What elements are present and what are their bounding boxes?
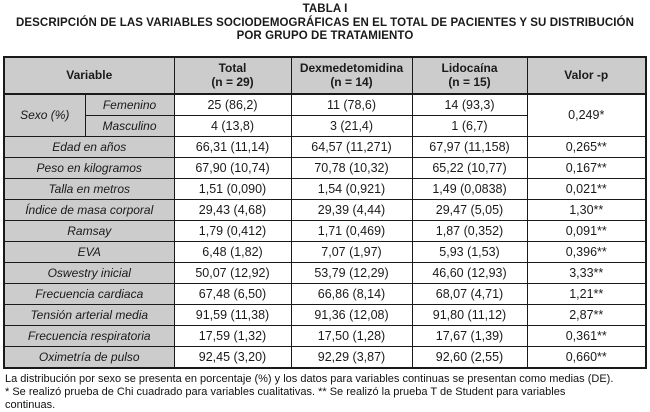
header-lidocaina: [412, 57, 527, 94]
row-label: Oximetría de pulso: [4, 346, 174, 368]
table-row: [4, 262, 646, 283]
cell-lido: 46,60 (12,93): [412, 262, 527, 283]
cell-total: 92,45 (3,20): [174, 346, 291, 368]
cell-dex: 29,39 (4,44): [291, 199, 412, 220]
sociodemographic-table: [3, 56, 647, 369]
cell-lido: 65,22 (10,77): [412, 157, 527, 178]
cell-pvalue: 0,265**: [527, 136, 646, 157]
cell-total: 6,48 (1,82): [174, 241, 291, 262]
row-label: Índice de masa corporal: [4, 199, 174, 220]
cell-pvalue: 2,87**: [527, 304, 646, 325]
table-row: [4, 241, 646, 262]
cell-lido: 1,49 (0,0838): [412, 178, 527, 199]
cell-total: 1,79 (0,412): [174, 220, 291, 241]
cell-pvalue: 3,33**: [527, 262, 646, 283]
cell-pvalue: 0,167**: [527, 157, 646, 178]
table-row: [4, 304, 646, 325]
cell-lido: 91,80 (11,12): [412, 304, 527, 325]
header-lido-n: (n = 15): [415, 75, 525, 90]
cell-pvalue: 0,021**: [527, 178, 646, 199]
row-label: Oswestry inicial: [4, 262, 174, 283]
header-dex-label: Dexmedetomidina: [294, 61, 410, 76]
cell-dex: 3 (21,4): [291, 115, 412, 136]
cell-pvalue: 1,30**: [527, 199, 646, 220]
table-footnote: [5, 373, 650, 412]
header-total-label: Total: [177, 61, 289, 76]
cell-pvalue: 0,396**: [527, 241, 646, 262]
cell-lido: 67,97 (11,158): [412, 136, 527, 157]
cell-total: 29,43 (4,68): [174, 199, 291, 220]
table-row: [4, 325, 646, 346]
table-title-line2: POR GRUPO DE TRATAMIENTO: [0, 30, 650, 44]
table-row-sexo-femenino: [4, 94, 646, 116]
footnote-line-2: * Se realizó prueba de Chi cuadrado para variables cualitativas. ** Se realizó la prueba T de Student para variables: [5, 386, 650, 399]
header-total: [174, 57, 291, 94]
cell-dex: 53,79 (12,29): [291, 262, 412, 283]
header-dexmedetomidina: [291, 57, 412, 94]
cell-pvalue: 0,660**: [527, 346, 646, 368]
cell-pvalue: 0,091**: [527, 220, 646, 241]
cell-lido: 68,07 (4,71): [412, 283, 527, 304]
footnote-line-3: continuas.: [5, 399, 650, 412]
footnote-line-1: La distribución por sexo se presenta en porcentaje (%) y los datos para variables continuas se presentan como medias (DE).: [5, 373, 650, 386]
cell-dex: 66,86 (8,14): [291, 283, 412, 304]
table-number: TABLA I: [0, 3, 650, 17]
cell-dex: 64,57 (11,271): [291, 136, 412, 157]
cell-total: 25 (86,2): [174, 94, 291, 116]
table-row: [4, 136, 646, 157]
cell-lido: 1,87 (0,352): [412, 220, 527, 241]
cell-total: 67,48 (6,50): [174, 283, 291, 304]
cell-dex: 70,78 (10,32): [291, 157, 412, 178]
cell-lido: 14 (93,3): [412, 94, 527, 116]
cell-dex: 11 (78,6): [291, 94, 412, 116]
table-row: [4, 220, 646, 241]
cell-lido: 17,67 (1,39): [412, 325, 527, 346]
cell-total: 66,31 (11,14): [174, 136, 291, 157]
cell-dex: 91,36 (12,08): [291, 304, 412, 325]
row-label: Peso en kilogramos: [4, 157, 174, 178]
header-total-n: (n = 29): [177, 75, 289, 90]
cell-dex: 92,29 (3,87): [291, 346, 412, 368]
cell-dex: 17,50 (1,28): [291, 325, 412, 346]
row-label-femenino: Femenino: [85, 94, 174, 116]
row-label-sexo: Sexo (%): [4, 94, 85, 137]
row-label: Frecuencia cardiaca: [4, 283, 174, 304]
table-row: [4, 157, 646, 178]
cell-total: 67,90 (10,74): [174, 157, 291, 178]
header-pvalue: Valor -p: [527, 57, 646, 94]
cell-total: 1,51 (0,090): [174, 178, 291, 199]
cell-dex: 7,07 (1,97): [291, 241, 412, 262]
row-label: Edad en años: [4, 136, 174, 157]
table-caption: [0, 0, 650, 44]
cell-total: 50,07 (12,92): [174, 262, 291, 283]
header-dex-n: (n = 14): [294, 75, 410, 90]
cell-total: 91,59 (11,38): [174, 304, 291, 325]
cell-lido: 5,93 (1,53): [412, 241, 527, 262]
table-title-line1: DESCRIPCIÓN DE LAS VARIABLES SOCIODEMOGRÁFICAS EN EL TOTAL DE PACIENTES Y SU DISTRIBUCIÓN: [0, 17, 650, 31]
row-label-masculino: Masculino: [85, 115, 174, 136]
cell-lido: 92,60 (2,55): [412, 346, 527, 368]
row-label: Tensión arterial media: [4, 304, 174, 325]
cell-lido: 29,47 (5,05): [412, 199, 527, 220]
header-variable: Variable: [4, 57, 174, 94]
table-row: [4, 346, 646, 368]
table-row: [4, 199, 646, 220]
cell-total: 4 (13,8): [174, 115, 291, 136]
cell-pvalue: 1,21**: [527, 283, 646, 304]
row-label: Ramsay: [4, 220, 174, 241]
table-row: [4, 178, 646, 199]
cell-pvalue: 0,361**: [527, 325, 646, 346]
cell-dex: 1,71 (0,469): [291, 220, 412, 241]
cell-lido: 1 (6,7): [412, 115, 527, 136]
row-label: EVA: [4, 241, 174, 262]
header-row: [4, 57, 646, 94]
header-lido-label: Lidocaína: [415, 61, 525, 76]
cell-dex: 1,54 (0,921): [291, 178, 412, 199]
table-row: [4, 283, 646, 304]
row-label: Talla en metros: [4, 178, 174, 199]
cell-pvalue-sexo: 0,249*: [527, 94, 646, 137]
cell-total: 17,59 (1,32): [174, 325, 291, 346]
row-label: Frecuencia respiratoria: [4, 325, 174, 346]
